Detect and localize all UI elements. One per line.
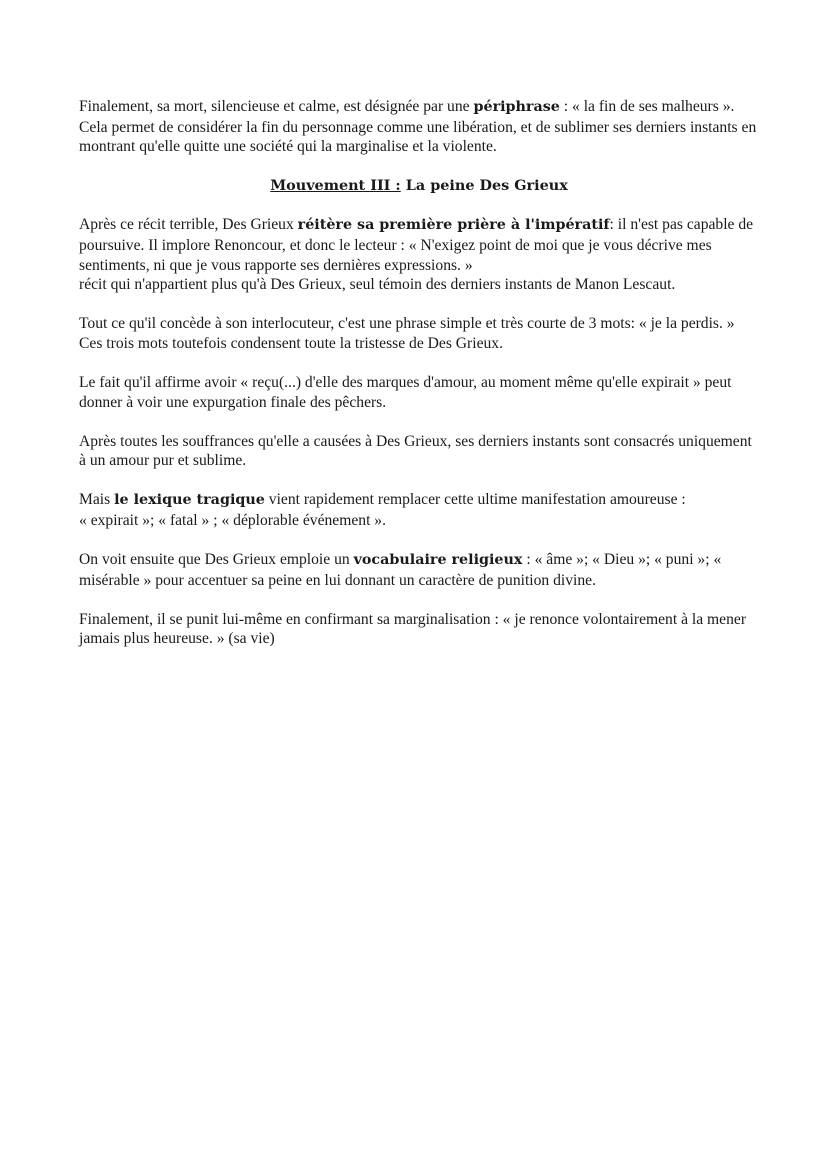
- paragraph-lexique-tragique: [79, 490, 759, 530]
- bold-term: périphrase: [473, 99, 560, 115]
- paragraph-periphrase: [79, 97, 759, 157]
- paragraph-souffrances: Après toutes les souffrances qu'elle a causées à Des Grieux, ses derniers instants sont consacrés uniquement à un amour pur et sublime.: [79, 432, 752, 470]
- paragraph-text: : « âme »; « Dieu »; « puni »; « misérable » pour accentuer sa peine en lui donnant un caractère de punition divine.: [79, 551, 722, 589]
- paragraph-text: vient rapidement remplacer cette ultime manifestation amoureuse :: [264, 491, 686, 509]
- bold-term: vocabulaire religieux: [353, 552, 523, 568]
- bold-term: réitère sa première prière à l'impératif: [297, 217, 610, 234]
- paragraph-text: On voit ensuite que Des Grieux emploie un: [79, 551, 354, 568]
- document-body: [79, 97, 759, 668]
- paragraph-marginalisation: Finalement, il se punit lui-même en confirmant sa marginalisation : « je renonce volontairement à la mener jamais plus heureuse. » (sa vie): [79, 610, 747, 648]
- paragraph-text: « expirait »; « fatal » ; « déplorable événement ».: [79, 511, 387, 529]
- section-heading-title: La peine Des Grieux: [400, 177, 568, 195]
- paragraph-text: récit qui n'appartient plus qu'à Des Grieux, seul témoin des derniers instants de Manon Lescaut.: [79, 276, 676, 294]
- paragraph-marques-amour: Le fait qu'il affirme avoir « reçu(...) d'elle des marques d'amour, au moment même qu'elle expirait » peut donner à voir une expurgation finale des pêchers.: [79, 373, 732, 411]
- bold-term: le lexique tragique: [114, 492, 265, 509]
- paragraph-text: Après ce récit terrible, Des Grieux: [79, 216, 298, 234]
- paragraph-vocabulaire-religieux: [79, 550, 759, 590]
- paragraph-text: : il n'est pas capable de poursuive. Il implore Renoncour, et donc le lecteur : « N'exigez point de moi que je vous décrive mes sentiments, ni que je vous rapporte ses dernières expressions. »: [79, 216, 754, 274]
- section-heading-label: Mouvement III :: [270, 177, 401, 195]
- paragraph-text: : « la fin de ses malheurs ». Cela permet de considérer la fin du personnage comme une libération, et de sublimer ses derniers instants en montrant qu'elle quitte une société qui la marginalise et la violente.: [79, 98, 757, 156]
- paragraph-text: Mais: [79, 491, 115, 509]
- paragraph-trois-mots: Tout ce qu'il concède à son interlocuteur, c'est une phrase simple et très courte de 3 mots: « je la perdis. » Ces trois mots toutefois condensent toute la tristesse de Des Grieux.: [79, 315, 735, 352]
- paragraph-priere: [79, 215, 759, 294]
- paragraph-text: Finalement, sa mort, silencieuse et calme, est désignée par une: [79, 98, 474, 115]
- section-heading: [79, 176, 759, 196]
